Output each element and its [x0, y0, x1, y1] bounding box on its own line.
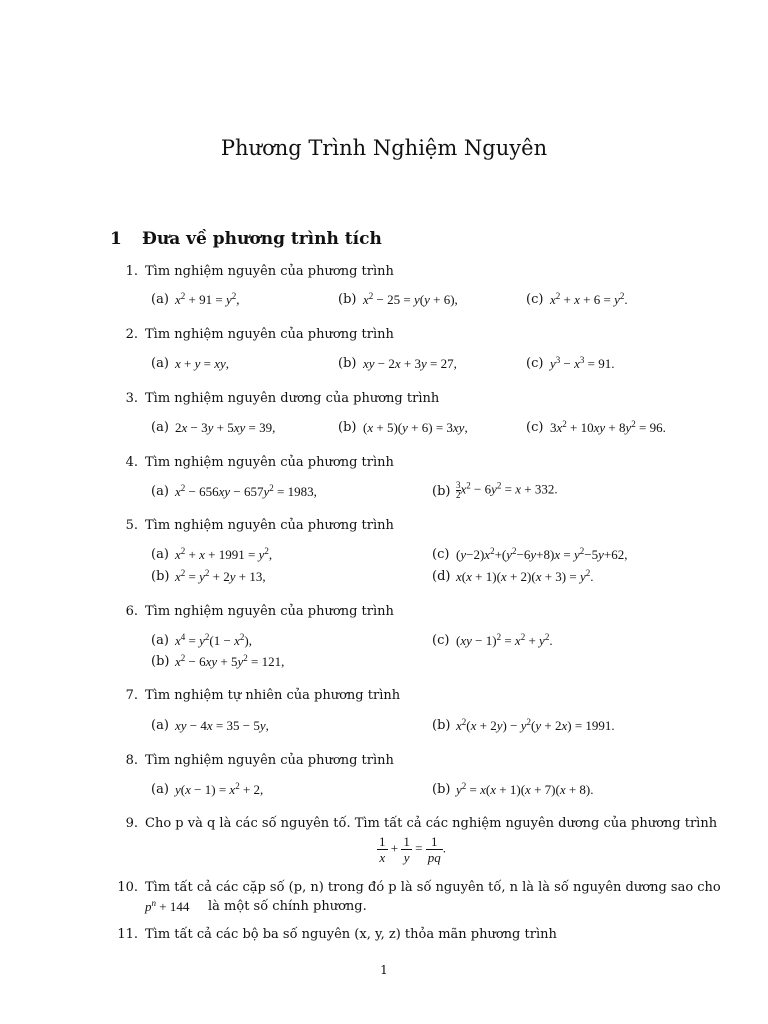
item-label: (b)	[432, 782, 451, 797]
equation: xy − 4x = 35 − 5y,	[175, 718, 269, 733]
item-label: (b)	[338, 356, 357, 371]
item-label: (a)	[151, 633, 169, 648]
problem-number: 11.	[117, 927, 138, 942]
problem-number: 2.	[125, 327, 138, 342]
page-number: 1	[380, 963, 388, 977]
item-label: (a)	[151, 547, 169, 562]
equation: $y^2 = x(x + 1)(x + 7)(x + 8)$.	[456, 781, 594, 797]
problem-text: Tìm nghiệm nguyên của phương trình	[145, 753, 394, 768]
item-label: (d)	[432, 569, 451, 584]
equation: $y(x - 1) = x^2 + 2$,	[175, 781, 264, 797]
equation: $x^2 - 6xy + 5y^2 = 121$,	[175, 653, 285, 669]
equation: $x^2 + 91 = y^2$,	[175, 291, 240, 307]
equation: x + y = xy,	[175, 356, 230, 371]
problem-number: 4.	[125, 455, 138, 470]
item-label: (b)	[151, 654, 170, 669]
item-label: (c)	[432, 633, 450, 648]
equation: $\frac{1}{x}$ + $\frac{1}{y}$ = $\frac{1}{pq}$ .	[379, 834, 446, 865]
problem-text: Tìm nghiệm nguyên của phương trình	[145, 264, 394, 279]
equation: $x^2 + x + 1991 = y^2$,	[175, 546, 273, 562]
problem-text: Tìm nghiệm nguyên của phương trình	[145, 604, 394, 619]
problem-number: 5.	[125, 518, 138, 533]
item-label: (a)	[151, 420, 169, 435]
equation: $p^n + 144$	[145, 898, 190, 914]
problem-text: Tìm tất cả các bộ ba số nguyên (x, y, z) thỏa mãn phương trình	[145, 927, 557, 942]
equation: $x^2 + x + 6 = y^2$.	[550, 291, 628, 307]
problem-number: 10.	[117, 880, 138, 895]
problem-text: Tìm tất cả các cặp số (p, n) trong đó p là số nguyên tố, n là là số nguyên dương sao cho	[145, 880, 721, 895]
item-label: (b)	[432, 718, 451, 733]
item-label: (a)	[151, 718, 169, 733]
item-label: (a)	[151, 484, 169, 499]
equation: $(y-2)x^2+(y^2-6y+8)x = y^2-5y+62$,	[456, 546, 628, 562]
equation: (x + 5)(y + 6) = 3xy,	[363, 420, 468, 435]
item-label: (a)	[151, 292, 169, 307]
equation: $x^2 - 656xy - 657y^2 = 1983$,	[175, 483, 317, 499]
equation: $(xy - 1)^2 = x^2 + y^2$.	[456, 632, 553, 648]
equation: $3x^2 + 10xy + 8y^2 = 96$.	[550, 419, 666, 435]
item-label: (a)	[151, 782, 169, 797]
problem-text-continuation: là một số chính phương.	[208, 899, 367, 914]
item-label: (b)	[151, 569, 170, 584]
equation: xy − 2x + 3y = 27,	[363, 356, 457, 371]
equation: 2x − 3y + 5xy = 39,	[175, 420, 276, 435]
problem-text: Tìm nghiệm nguyên dương của phương trình	[145, 391, 440, 406]
equation: $x^2 = y^2 + 2y + 13$,	[175, 568, 266, 584]
equation: $y^3 - x^3 = 91$.	[550, 355, 615, 371]
item-label: (c)	[526, 356, 544, 371]
problem-number: 7.	[125, 688, 138, 703]
problem-text: Tìm nghiệm nguyên của phương trình	[145, 518, 394, 533]
item-label: (c)	[526, 420, 544, 435]
item-label: (b)	[432, 484, 451, 499]
equation: $x^4 = y^2(1 - x^2)$,	[175, 632, 252, 648]
problem-number: 8.	[125, 753, 138, 768]
problem-number: 9.	[125, 816, 138, 831]
item-label: (c)	[526, 292, 544, 307]
problem-number: 3.	[125, 391, 138, 406]
item-label: (a)	[151, 356, 169, 371]
item-label: (b)	[338, 420, 357, 435]
problem-number: 6.	[125, 604, 138, 619]
item-label: (c)	[432, 547, 450, 562]
problem-number: 1.	[125, 264, 138, 279]
problem-text: Tìm nghiệm tự nhiên của phương trình	[145, 688, 401, 703]
section-title: Đưa về phương trình tích	[142, 229, 382, 249]
equation: $x^2 - 25 = y(y + 6)$,	[363, 291, 458, 307]
problem-text: Cho p và q là các số nguyên tố. Tìm tất cả các nghiệm nguyên dương của phương trình	[145, 816, 718, 831]
document-title: Phương Trình Nghiệm Nguyên	[220, 136, 548, 160]
problem-text: Tìm nghiệm nguyên của phương trình	[145, 455, 394, 470]
equation: $x^2(x + 2y) - y^2(y + 2x) = 1991$.	[456, 717, 615, 733]
problem-text: Tìm nghiệm nguyên của phương trình	[145, 327, 394, 342]
section-number: 1	[110, 229, 122, 249]
equation: $x(x + 1)(x + 2)(x + 3) = y^2$.	[456, 568, 594, 584]
equation: $\frac{3}{2}$ $x^2 - 6y^2 = x + 332$.	[456, 480, 558, 500]
item-label: (b)	[338, 292, 357, 307]
